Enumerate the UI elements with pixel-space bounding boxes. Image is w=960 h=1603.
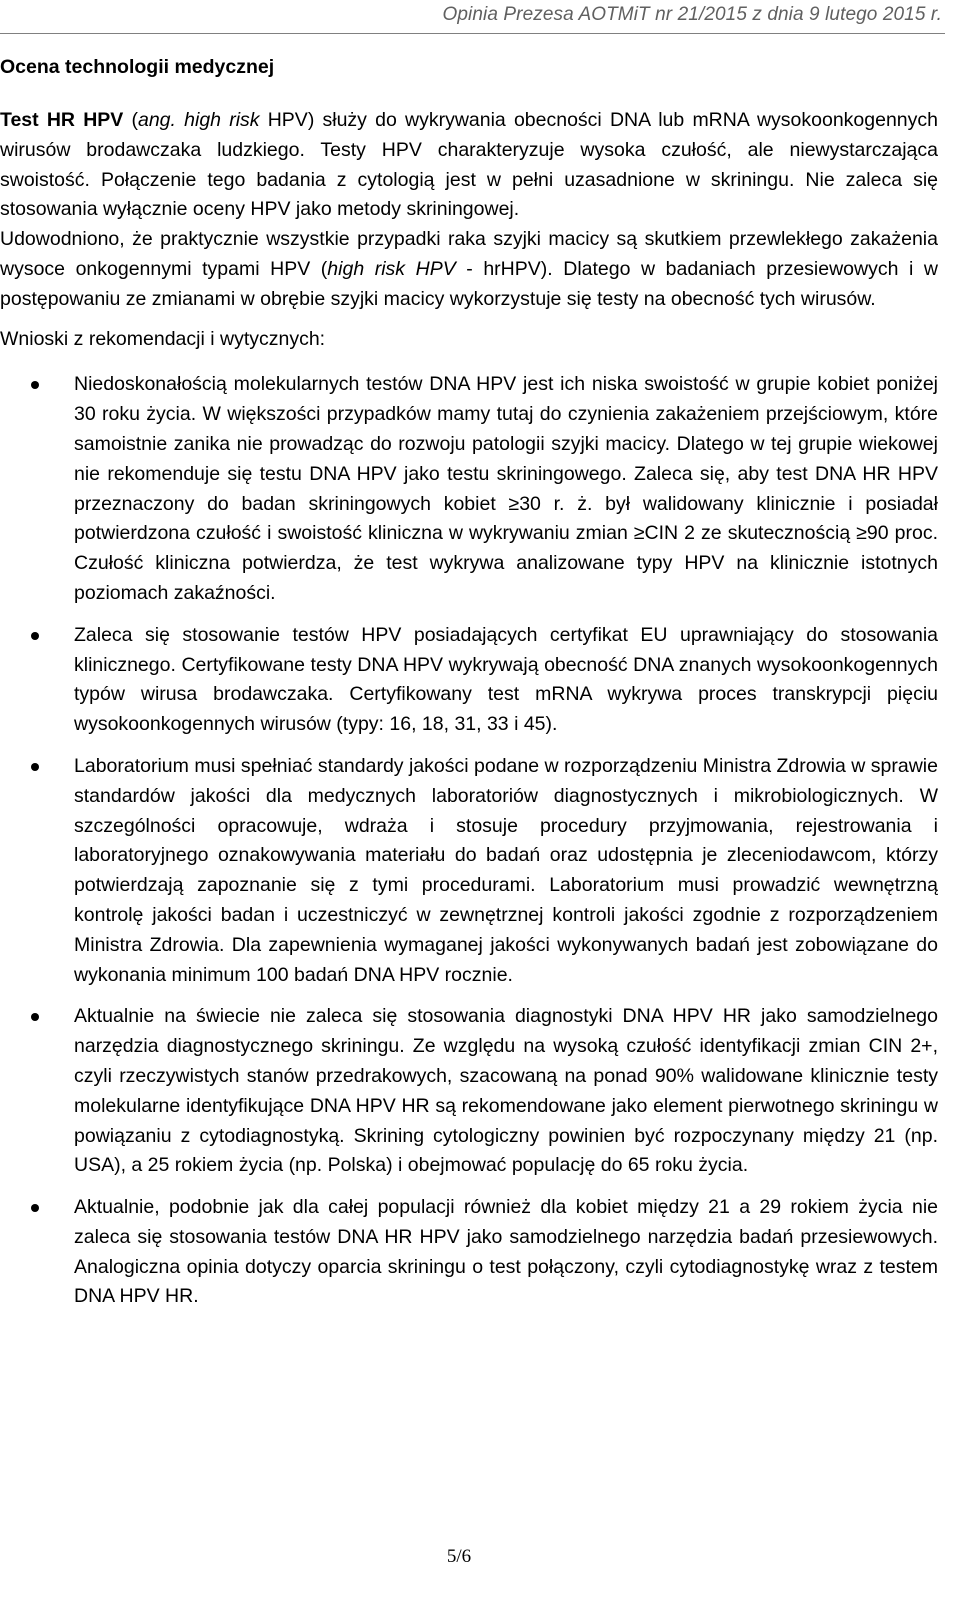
recommendation-text: Niedoskonałością molekularnych testów DNA HPV jest ich niska swoistość w grupie kobiet poniżej 30 roku życia. W większości przypadków mamy tutaj do czynienia zakażeniem przejściowym, które samoistnie zanika nie prowadząc do rozwoju patologii szyjki macicy. Dlatego w tej grupie wiekowej nie rekomenduje się testu DNA HPV jako testu skriningowego. Zaleca się, aby test DNA HR HPV przeznaczony do badan skriningowych kobiet ≥30 r. ż. był walidowany klinicznie i posiadał potwierdzona czułość i swoistość kliniczna w wykrywaniu zmian ≥CIN 2 ze skutecznością ≥90 proc. Czułość kliniczna potwierdza, że test wykrywa analizowane typy HPV na klinicznie istotnych poziomach zakaźności. <box>74 373 938 604</box>
intro-space <box>176 109 184 131</box>
list-item <box>0 621 938 740</box>
recommendation-text: Laboratorium musi spełniać standardy jakości podane w rozporządzeniu Ministra Zdrowia w sprawie standardów jakości dla medycznych laboratoriów diagnostycznych i mikrobiologicznych. W szczególności opracowuje, wdraża i stosuje procedury przyjmowania, rejestrowania i laboratoryjnego oznakowywania materiału do badań oraz udostępnia je zleceniodawcom, którzy potwierdzają zapoznanie się z tymi procedurami. Laboratorium musi prowadzić wewnętrzną kontrolę jakości badan i uczestniczyć w zewnętrznej kontroli jakości zgodnie z rozporządzeniem Ministra Zdrowia. Dla zapewnienia wymaganej jakości wykonywanych badań jest zobowiązane do wykonania minimum 100 badań DNA HPV rocznie. <box>74 754 938 986</box>
recommendation-text: Aktualnie, podobnie jak dla całej populacji również dla kobiet między 21 a 29 rokiem życia nie zaleca się stosowania testów DNA HR HPV jako samodzielnego narzędzia badań przesiewowych. Analogiczna opinia dotyczy oparcia skriningu o test połączony, czyli cytodiagnostykę wraz z testem DNA HPV HR. <box>74 1196 938 1308</box>
recommendations-list <box>0 370 938 1312</box>
bullet-icon <box>31 632 39 640</box>
intro2-italic: high risk HPV <box>327 257 456 280</box>
header-divider <box>0 33 945 34</box>
list-item <box>0 752 938 990</box>
document-header: Opinia Prezesa AOTMiT nr 21/2015 z dnia 9 lutego 2015 r. <box>442 4 942 25</box>
section-title: Ocena technologii medycznej <box>0 56 275 78</box>
list-item <box>0 1002 938 1181</box>
intro2-part1: Udowodniono, że praktycznie wszystkie przypadki raka szyjki macicy są skutkiem przewlekłego zakażenia wysoce onkogennymi typami HPV ( <box>0 228 938 280</box>
bullet-icon <box>31 763 39 771</box>
intro-ang: ang. <box>137 109 176 131</box>
intro-lead: Test HR HPV <box>0 109 124 131</box>
bullet-icon <box>31 381 39 389</box>
intro-high-risk: high risk <box>184 109 260 131</box>
bullet-icon <box>31 1013 39 1021</box>
intro2-part2: - hrHPV). Dlatego w badaniach przesiewowych i w postępowaniu ze zmianami w obrębie szyjki macicy wykorzystuje się testy na obecność tych wirusów. <box>0 257 938 310</box>
intro-paragraph-2 <box>0 225 938 314</box>
list-item <box>0 1193 938 1312</box>
bullet-icon <box>31 1204 39 1212</box>
recommendation-text: Aktualnie na świecie nie zaleca się stosowania diagnostyki DNA HPV HR jako samodzielnego narzędzia diagnostycznego skriningu. Ze względu na wysoką czułość identyfikacji zmian CIN 2+, czyli rzeczywistych stanów przedrakowych, szacowaną na ponad 90% walidowane klinicznie testy molekularne identyfikujące DNA HPV HR są rekomendowane jako element pierwotnego skriningu w powiązaniu z cytodiagnostyką. Skrining cytologiczny powinien być rozpoczynany między 21 (np. USA), a 25 rokiem życia (np. Polska) i obejmować populację do 65 roku życia. <box>74 1005 938 1177</box>
intro-paragraph-1 <box>0 106 938 225</box>
recommendation-text: Zaleca się stosowanie testów HPV posiadających certyfikat EU uprawniający do stosowania klinicznego. Certyfikowane testy DNA HPV wykrywają obecność DNA znanych wysokoonkogennych typów wirusa brodawczaka. Certyfikowany test mRNA wykrywa proces transkrypcji pięciu wysokoonkogennych wirusów (typy: 16, 18, 31, 33 i 45). <box>74 623 938 736</box>
list-item <box>0 370 938 608</box>
intro-rest: HPV) służy do wykrywania obecności DNA lub mRNA wysokoonkogennych wirusów brodawczaka ludzkiego. Testy HPV charakteryzuje wysoka czułość, ale niewystarczająca swoistość. Połączenie tego badania z cytologią jest w pełni uzasadnione w skriningu. Nie zaleca się stosowania wyłącznie oceny HPV jako metody skriningowej. <box>0 109 938 221</box>
document-body <box>0 106 938 1324</box>
intro-paren-open: ( <box>123 109 138 131</box>
wnioski-label: Wnioski z rekomendacji i wytycznych: <box>0 327 326 350</box>
page-number: 5/6 <box>446 1546 472 1567</box>
